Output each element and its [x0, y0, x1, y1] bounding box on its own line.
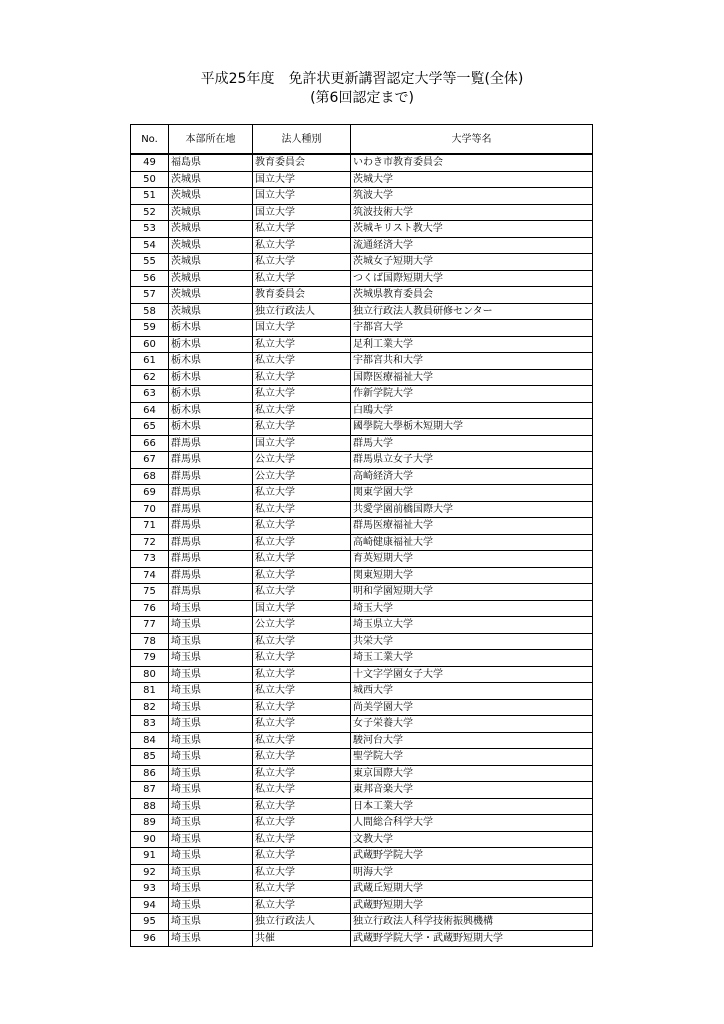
row-number: 58 [131, 303, 169, 320]
row-prefecture: 栃木県 [169, 336, 253, 353]
row-prefecture: 埼玉県 [169, 765, 253, 782]
row-number: 68 [131, 468, 169, 485]
row-number: 60 [131, 336, 169, 353]
table-row [131, 831, 593, 848]
row-number: 79 [131, 650, 169, 667]
table-row [131, 270, 593, 287]
row-university-name: 武蔵野短期大学 [351, 897, 593, 914]
row-university-name: 高崎経済大学 [351, 468, 593, 485]
row-prefecture: 群馬県 [169, 435, 253, 452]
row-prefecture: 栃木県 [169, 386, 253, 403]
row-university-name: 共栄大学 [351, 633, 593, 650]
row-prefecture: 群馬県 [169, 518, 253, 535]
table-row [131, 798, 593, 815]
row-university-name: 独立行政法人科学技術振興機構 [351, 914, 593, 931]
row-prefecture: 埼玉県 [169, 650, 253, 667]
row-corporation-type: 公立大学 [253, 617, 351, 634]
table-row [131, 765, 593, 782]
table-row [131, 303, 593, 320]
table-row [131, 815, 593, 832]
row-prefecture: 埼玉県 [169, 749, 253, 766]
row-number: 91 [131, 848, 169, 865]
row-corporation-type: 私立大学 [253, 254, 351, 271]
header-no: No. [131, 125, 169, 155]
row-corporation-type: 私立大学 [253, 419, 351, 436]
row-corporation-type: 教育委員会 [253, 154, 351, 171]
row-corporation-type: 私立大学 [253, 831, 351, 848]
row-prefecture: 埼玉県 [169, 716, 253, 733]
row-corporation-type: 私立大学 [253, 221, 351, 238]
row-university-name: 茨城県教育委員会 [351, 287, 593, 304]
row-prefecture: 茨城県 [169, 221, 253, 238]
row-number: 74 [131, 567, 169, 584]
table-row [131, 353, 593, 370]
row-prefecture: 群馬県 [169, 567, 253, 584]
header-university-name: 大学等名 [351, 125, 593, 155]
table-row [131, 419, 593, 436]
row-university-name: 茨城大学 [351, 171, 593, 188]
row-number: 65 [131, 419, 169, 436]
row-prefecture: 栃木県 [169, 369, 253, 386]
row-number: 80 [131, 666, 169, 683]
row-prefecture: 茨城県 [169, 171, 253, 188]
row-number: 55 [131, 254, 169, 271]
row-university-name: 育英短期大学 [351, 551, 593, 568]
row-corporation-type: 私立大学 [253, 666, 351, 683]
row-prefecture: 埼玉県 [169, 815, 253, 832]
row-prefecture: 埼玉県 [169, 617, 253, 634]
row-number: 70 [131, 501, 169, 518]
row-number: 77 [131, 617, 169, 634]
table-row [131, 402, 593, 419]
row-university-name: 十文字学園女子大学 [351, 666, 593, 683]
row-university-name: 白鴎大学 [351, 402, 593, 419]
table-row [131, 154, 593, 171]
row-prefecture: 茨城県 [169, 188, 253, 205]
table-row [131, 864, 593, 881]
row-corporation-type: 独立行政法人 [253, 303, 351, 320]
row-university-name: 群馬大学 [351, 435, 593, 452]
row-prefecture: 群馬県 [169, 534, 253, 551]
row-number: 78 [131, 633, 169, 650]
row-number: 56 [131, 270, 169, 287]
row-corporation-type: 私立大学 [253, 633, 351, 650]
row-university-name: 茨城キリスト教大学 [351, 221, 593, 238]
row-prefecture: 栃木県 [169, 402, 253, 419]
table-row [131, 501, 593, 518]
row-prefecture: 埼玉県 [169, 864, 253, 881]
document-subtitle: (第6回認定まで) [310, 90, 414, 106]
table-row [131, 683, 593, 700]
table-row [131, 369, 593, 386]
row-corporation-type: 私立大学 [253, 336, 351, 353]
row-number: 72 [131, 534, 169, 551]
row-corporation-type: 私立大学 [253, 237, 351, 254]
row-prefecture: 埼玉県 [169, 831, 253, 848]
row-university-name: つくば国際短期大学 [351, 270, 593, 287]
row-university-name: 宇都宮大学 [351, 320, 593, 337]
row-number: 51 [131, 188, 169, 205]
table-row [131, 551, 593, 568]
row-university-name: 流通経済大学 [351, 237, 593, 254]
row-corporation-type: 独立行政法人 [253, 914, 351, 931]
row-number: 83 [131, 716, 169, 733]
table-row [131, 534, 593, 551]
row-prefecture: 埼玉県 [169, 881, 253, 898]
row-prefecture: 埼玉県 [169, 914, 253, 931]
row-prefecture: 埼玉県 [169, 732, 253, 749]
row-corporation-type: 私立大学 [253, 551, 351, 568]
row-number: 76 [131, 600, 169, 617]
row-number: 71 [131, 518, 169, 535]
table-row [131, 749, 593, 766]
row-number: 94 [131, 897, 169, 914]
row-university-name: 武蔵野学院大学・武蔵野短期大学 [351, 930, 593, 947]
table-row [131, 600, 593, 617]
row-corporation-type: 国立大学 [253, 188, 351, 205]
row-corporation-type: 私立大学 [253, 584, 351, 601]
row-university-name: 文教大学 [351, 831, 593, 848]
row-university-name: 茨城女子短期大学 [351, 254, 593, 271]
row-university-name: 作新学院大学 [351, 386, 593, 403]
table-row [131, 716, 593, 733]
table-row [131, 254, 593, 271]
row-number: 81 [131, 683, 169, 700]
row-university-name: 明海大学 [351, 864, 593, 881]
row-corporation-type: 私立大学 [253, 815, 351, 832]
row-prefecture: 福島県 [169, 154, 253, 171]
table-row [131, 452, 593, 469]
table-header-row [131, 125, 593, 155]
row-corporation-type: 国立大学 [253, 171, 351, 188]
row-number: 90 [131, 831, 169, 848]
row-number: 85 [131, 749, 169, 766]
document-title: 平成25年度 免許状更新講習認定大学等一覧(全体) [200, 71, 524, 87]
row-number: 93 [131, 881, 169, 898]
row-number: 95 [131, 914, 169, 931]
row-corporation-type: 共催 [253, 930, 351, 947]
row-number: 82 [131, 699, 169, 716]
row-university-name: 関東短期大学 [351, 567, 593, 584]
row-number: 88 [131, 798, 169, 815]
row-university-name: 埼玉県立大学 [351, 617, 593, 634]
row-prefecture: 埼玉県 [169, 798, 253, 815]
row-university-name: 埼玉大学 [351, 600, 593, 617]
row-number: 50 [131, 171, 169, 188]
table-row [131, 914, 593, 931]
row-number: 49 [131, 154, 169, 171]
row-corporation-type: 私立大学 [253, 683, 351, 700]
row-university-name: 武蔵野学院大学 [351, 848, 593, 865]
row-university-name: 共愛学園前橋国際大学 [351, 501, 593, 518]
row-prefecture: 埼玉県 [169, 930, 253, 947]
table-row [131, 881, 593, 898]
row-university-name: 聖学院大学 [351, 749, 593, 766]
table-row [131, 633, 593, 650]
row-university-name: 城西大学 [351, 683, 593, 700]
row-prefecture: 群馬県 [169, 485, 253, 502]
table-row [131, 650, 593, 667]
row-prefecture: 茨城県 [169, 237, 253, 254]
table-row [131, 386, 593, 403]
table-row [131, 699, 593, 716]
row-number: 64 [131, 402, 169, 419]
row-number: 53 [131, 221, 169, 238]
row-corporation-type: 私立大学 [253, 369, 351, 386]
row-prefecture: 茨城県 [169, 254, 253, 271]
row-university-name: 国際医療福祉大学 [351, 369, 593, 386]
row-university-name: 埼玉工業大学 [351, 650, 593, 667]
row-prefecture: 茨城県 [169, 303, 253, 320]
table-row [131, 617, 593, 634]
row-university-name: 独立行政法人教員研修センター [351, 303, 593, 320]
row-university-name: 明和学園短期大学 [351, 584, 593, 601]
row-corporation-type: 国立大学 [253, 204, 351, 221]
row-number: 96 [131, 930, 169, 947]
row-university-name: 武蔵丘短期大学 [351, 881, 593, 898]
row-number: 67 [131, 452, 169, 469]
row-number: 92 [131, 864, 169, 881]
row-number: 59 [131, 320, 169, 337]
row-corporation-type: 国立大学 [253, 435, 351, 452]
row-number: 62 [131, 369, 169, 386]
row-corporation-type: 公立大学 [253, 468, 351, 485]
table-row [131, 567, 593, 584]
row-corporation-type: 私立大学 [253, 386, 351, 403]
table-row [131, 485, 593, 502]
row-corporation-type: 私立大学 [253, 732, 351, 749]
row-corporation-type: 私立大学 [253, 881, 351, 898]
row-corporation-type: 私立大学 [253, 501, 351, 518]
row-prefecture: 群馬県 [169, 584, 253, 601]
row-number: 66 [131, 435, 169, 452]
row-corporation-type: 私立大学 [253, 798, 351, 815]
table-row [131, 287, 593, 304]
row-university-name: 女子栄養大学 [351, 716, 593, 733]
university-table [130, 124, 593, 947]
row-prefecture: 茨城県 [169, 204, 253, 221]
row-prefecture: 群馬県 [169, 501, 253, 518]
row-university-name: いわき市教育委員会 [351, 154, 593, 171]
row-prefecture: 栃木県 [169, 353, 253, 370]
table-row [131, 732, 593, 749]
row-prefecture: 群馬県 [169, 468, 253, 485]
row-university-name: 尚美学園大学 [351, 699, 593, 716]
table-row [131, 204, 593, 221]
row-corporation-type: 私立大学 [253, 567, 351, 584]
row-number: 61 [131, 353, 169, 370]
row-prefecture: 群馬県 [169, 452, 253, 469]
table-row [131, 320, 593, 337]
row-corporation-type: 私立大学 [253, 353, 351, 370]
row-corporation-type: 教育委員会 [253, 287, 351, 304]
row-university-name: 関東学園大学 [351, 485, 593, 502]
row-university-name: 東邦音楽大学 [351, 782, 593, 799]
table-row [131, 897, 593, 914]
row-number: 54 [131, 237, 169, 254]
row-number: 84 [131, 732, 169, 749]
row-number: 52 [131, 204, 169, 221]
row-corporation-type: 私立大学 [253, 848, 351, 865]
row-university-name: 筑波技術大学 [351, 204, 593, 221]
table-row [131, 435, 593, 452]
row-corporation-type: 国立大学 [253, 600, 351, 617]
row-university-name: 駿河台大学 [351, 732, 593, 749]
row-number: 87 [131, 782, 169, 799]
row-university-name: 國學院大學栃木短期大学 [351, 419, 593, 436]
row-corporation-type: 国立大学 [253, 320, 351, 337]
row-prefecture: 埼玉県 [169, 633, 253, 650]
row-corporation-type: 私立大学 [253, 270, 351, 287]
table-row [131, 782, 593, 799]
row-prefecture: 埼玉県 [169, 848, 253, 865]
row-corporation-type: 私立大学 [253, 716, 351, 733]
row-prefecture: 群馬県 [169, 551, 253, 568]
row-university-name: 足利工業大学 [351, 336, 593, 353]
row-prefecture: 埼玉県 [169, 897, 253, 914]
row-prefecture: 栃木県 [169, 419, 253, 436]
table-row [131, 930, 593, 947]
header-corporation-type: 法人種別 [253, 125, 351, 155]
row-prefecture: 埼玉県 [169, 683, 253, 700]
row-prefecture: 茨城県 [169, 287, 253, 304]
row-number: 75 [131, 584, 169, 601]
row-number: 89 [131, 815, 169, 832]
row-number: 73 [131, 551, 169, 568]
row-university-name: 筑波大学 [351, 188, 593, 205]
table-row [131, 188, 593, 205]
row-prefecture: 茨城県 [169, 270, 253, 287]
row-number: 69 [131, 485, 169, 502]
row-university-name: 群馬医療福祉大学 [351, 518, 593, 535]
row-corporation-type: 私立大学 [253, 402, 351, 419]
row-prefecture: 栃木県 [169, 320, 253, 337]
row-corporation-type: 私立大学 [253, 782, 351, 799]
table-row [131, 221, 593, 238]
header-prefecture: 本部所在地 [169, 125, 253, 155]
row-number: 63 [131, 386, 169, 403]
row-university-name: 群馬県立女子大学 [351, 452, 593, 469]
row-prefecture: 埼玉県 [169, 666, 253, 683]
row-corporation-type: 公立大学 [253, 452, 351, 469]
row-corporation-type: 私立大学 [253, 650, 351, 667]
table-row [131, 237, 593, 254]
row-prefecture: 埼玉県 [169, 699, 253, 716]
table-row [131, 468, 593, 485]
row-university-name: 宇都宮共和大学 [351, 353, 593, 370]
row-corporation-type: 私立大学 [253, 749, 351, 766]
table-row [131, 848, 593, 865]
row-university-name: 東京国際大学 [351, 765, 593, 782]
row-corporation-type: 私立大学 [253, 518, 351, 535]
table-row [131, 336, 593, 353]
row-corporation-type: 私立大学 [253, 485, 351, 502]
row-number: 86 [131, 765, 169, 782]
row-corporation-type: 私立大学 [253, 534, 351, 551]
table-row [131, 666, 593, 683]
table-row [131, 171, 593, 188]
row-corporation-type: 私立大学 [253, 765, 351, 782]
row-university-name: 高崎健康福祉大学 [351, 534, 593, 551]
row-prefecture: 埼玉県 [169, 782, 253, 799]
table-row [131, 518, 593, 535]
row-number: 57 [131, 287, 169, 304]
row-corporation-type: 私立大学 [253, 897, 351, 914]
row-corporation-type: 私立大学 [253, 699, 351, 716]
row-university-name: 人間総合科学大学 [351, 815, 593, 832]
row-prefecture: 埼玉県 [169, 600, 253, 617]
row-university-name: 日本工業大学 [351, 798, 593, 815]
table-row [131, 584, 593, 601]
row-corporation-type: 私立大学 [253, 864, 351, 881]
